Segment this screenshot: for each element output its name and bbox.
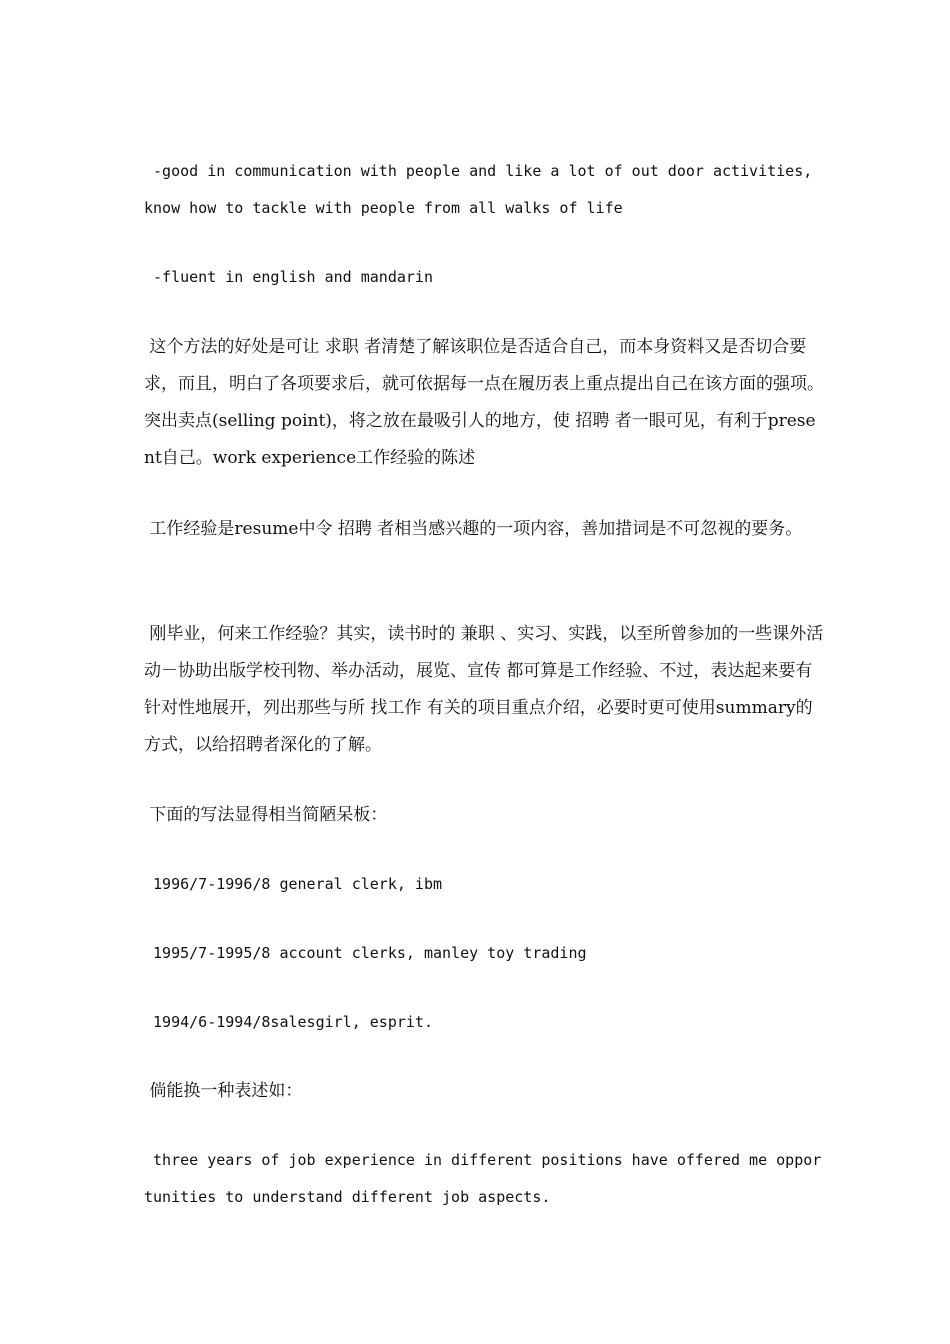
- paragraph-work-experience-intro: 工作经验是resume中令 招聘 者相当感兴趣的一项内容，善加措词是不可忽视的要务。: [144, 519, 803, 539]
- paragraph-alternative-intro: 倘能换一种表述如：: [144, 1081, 303, 1101]
- paragraph-job-experience-summary: three years of job experience in different positions have offered me opportunities to understand different job aspects.: [144, 1151, 822, 1206]
- experience-line-manley: 1995/7-1995/8 account clerks, manley toy trading: [144, 944, 587, 962]
- paragraph-graduate-experience: 刚毕业，何来工作经验？其实，读书时的 兼职 、实习、实践，以至所曾参加的一些课外活动－协助出版学校刊物、举办活动，展览、宣传 都可算是工作经验、不过，表达起来要有针对性地展开，列出那些与所 找工作 有关的项目重点介绍，必要时更可使用summary的方式，以给招聘者深化的了解。: [144, 624, 824, 755]
- paragraph-plain-example-intro: 下面的写法显得相当简陋呆板：: [144, 805, 388, 825]
- paragraph-method-benefits: 这个方法的好处是可让 求职 者清楚了解该职位是否适合自己，而本身资料又是否切合要求，而且，明白了各项要求后，就可依据每一点在履历表上重点提出自己在该方面的强项。突出卖点(selling point)，将之放在最吸引人的地方，使 招聘 者一眼可见，有利于present自己。work experience工作经验的陈述: [144, 337, 824, 468]
- experience-line-ibm: 1996/7-1996/8 general clerk, ibm: [144, 875, 443, 893]
- experience-line-esprit: 1994/6-1994/8salesgirl, esprit.: [144, 1013, 433, 1031]
- paragraph-language-skills: -fluent in english and mandarin: [144, 268, 433, 286]
- paragraph-communication-skills: -good in communication with people and like a lot of out door activities, know how to tackle with people from all walks of life: [144, 162, 822, 217]
